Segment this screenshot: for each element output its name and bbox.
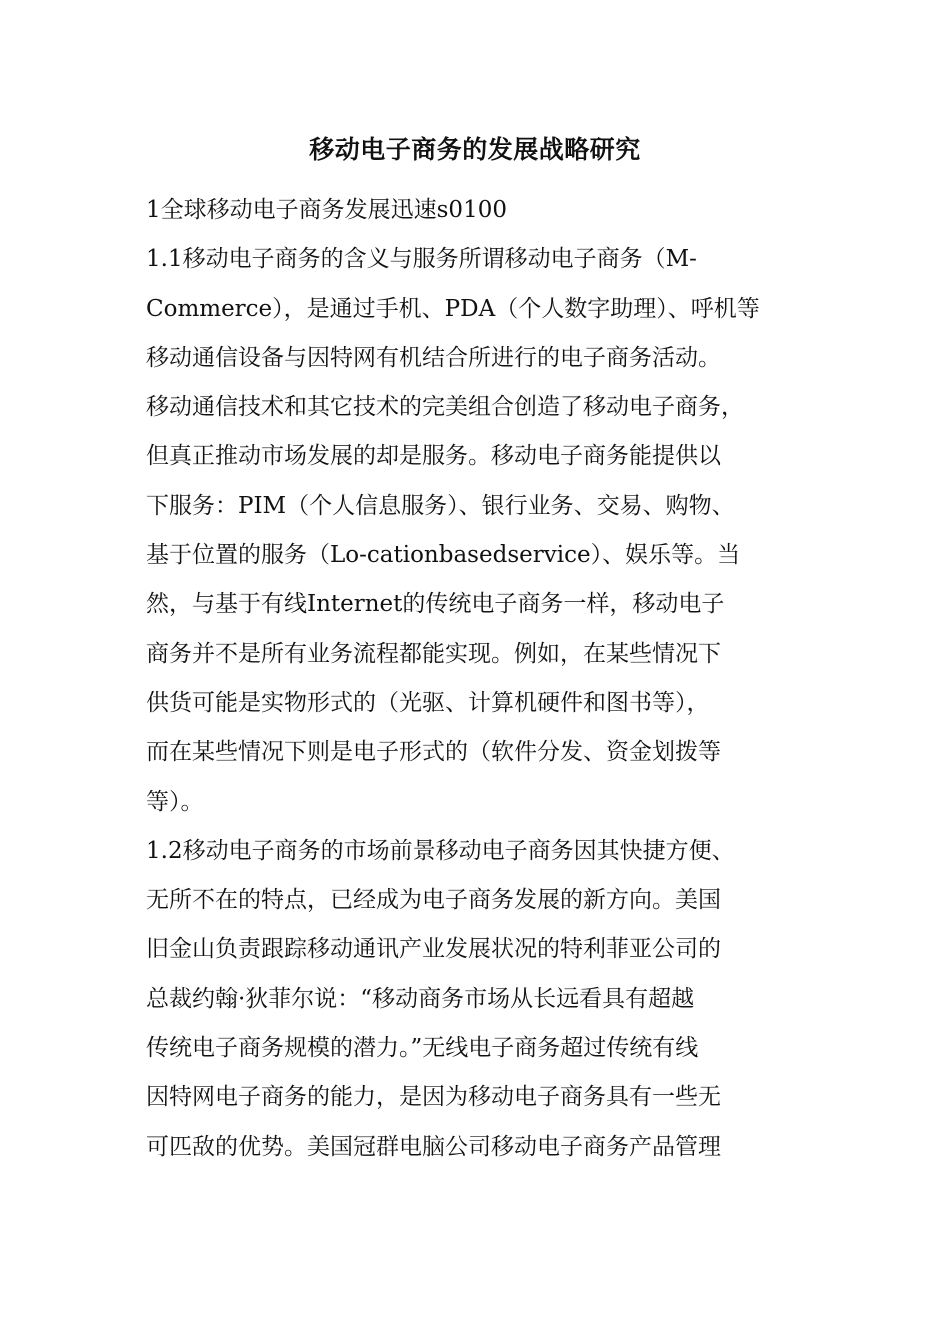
body-line: 移动通信设备与因特网有机结合所进行的电子商务活动。 <box>146 344 721 371</box>
body-line: 等）。 <box>146 788 204 815</box>
body-line: 旧金山负责跟踪移动通讯产业发展状况的特利菲亚公司的 <box>146 936 721 963</box>
body-line: 下服务：PIM（个人信息服务）、银行业务、交易、购物、 <box>146 492 735 519</box>
body-line: 然，与基于有线Internet的传统电子商务一样，移动电子 <box>146 591 725 618</box>
body-line: 1.2移动电子商务的市场前景移动电子商务因其快捷方便、 <box>146 837 735 864</box>
body-line: 商务并不是所有业务流程都能实现。例如，在某些情况下 <box>146 640 721 667</box>
body-line: 无所不在的特点，已经成为电子商务发展的新方向。美国 <box>146 887 721 914</box>
body-line: 总裁约翰·狄菲尔说：“移动商务市场从长远看具有超越 <box>146 985 695 1012</box>
body-line: 1.1移动电子商务的含义与服务所谓移动电子商务（M- <box>146 246 697 273</box>
body-line: 可匹敌的优势。美国冠群电脑公司移动电子商务产品管理 <box>146 1133 721 1160</box>
body-line: 移动通信技术和其它技术的完美组合创造了移动电子商务， <box>146 394 744 421</box>
document-body <box>146 186 806 1172</box>
body-line: 供货可能是实物形式的（光驱、计算机硬件和图书等）， <box>146 689 710 716</box>
body-line: Commerce），是通过手机、PDA（个人数字助理）、呼机等 <box>146 295 760 322</box>
body-line: 因特网电子商务的能力，是因为移动电子商务具有一些无 <box>146 1084 721 1111</box>
body-line: 但真正推动市场发展的却是服务。移动电子商务能提供以 <box>146 443 721 470</box>
document-title: 移动电子商务的发展战略研究 <box>309 135 641 164</box>
body-line: 传统电子商务规模的潜力。”无线电子商务超过传统有线 <box>146 1035 699 1062</box>
body-line: 而在某些情况下则是电子形式的（软件分发、资金划拨等 <box>146 739 721 766</box>
body-line: 1全球移动电子商务发展迅速s0100 <box>146 197 507 223</box>
body-line: 基于位置的服务（Lo-cationbasedservice）、娱乐等。当 <box>146 542 741 569</box>
